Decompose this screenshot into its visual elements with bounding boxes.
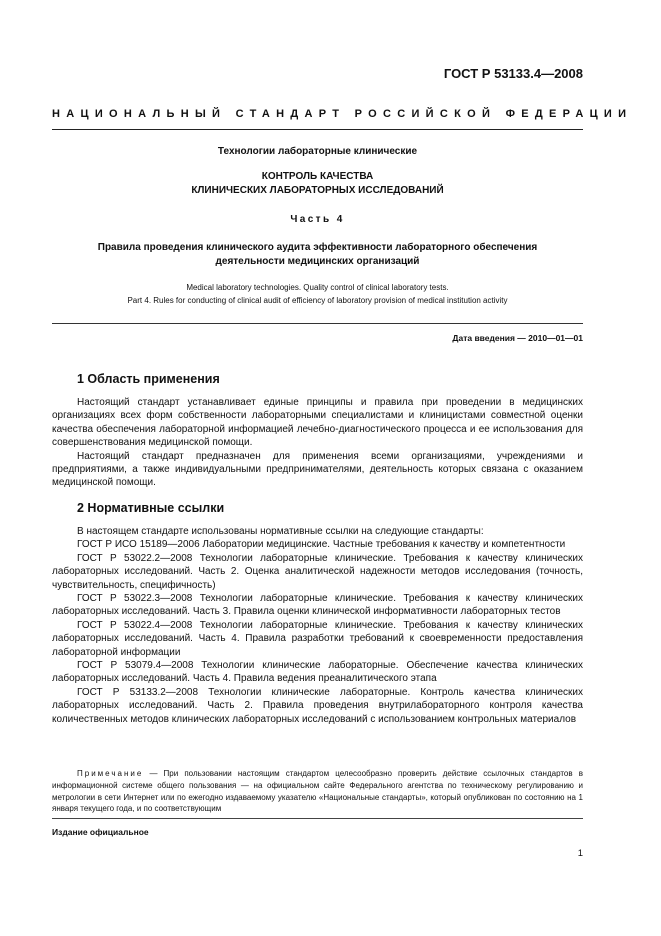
page-number: 1 <box>577 848 583 859</box>
header-divider <box>52 129 583 130</box>
title-main-line2: КЛИНИЧЕСКИХ ЛАБОРАТОРНЫХ ИССЛЕДОВАНИЙ <box>191 185 444 196</box>
reference-item: ГОСТ Р 53022.2—2008 Технологии лабораторные клинические. Требования к качеству клинических лабораторных исследований. Часть 2. Оценка аналитической надежности методов исследования (точность, чувствительность, специфичность) <box>52 552 583 591</box>
section-1-paragraph-1: Настоящий стандарт устанавливает единые принципы и правила при проведении в медицинских организациях всех форм собственности лабораторными специалистами и клиницистами совместной оценки качества обеспечения лабораторной информацией лечебно-диагностического процесса и ее использования для совершенствования медицинской помощи. <box>52 397 583 449</box>
title-english-line1: Medical laboratory technologies. Quality control of clinical laboratory tests. <box>186 283 449 292</box>
introduction-date: Дата введения — 2010—01—01 <box>452 333 583 343</box>
reference-item: ГОСТ Р 53133.2—2008 Технологии клинические лабораторные. Контроль качества клинических лабораторных исследований. Часть 2. Правила проведения внутрилабораторного контроля качества количественных методов клинических лабораторных исследований с использованием контрольных материалов <box>52 686 583 725</box>
reference-item: ГОСТ Р ИСО 15189—2006 Лаборатории медицинские. Частные требования к качеству и компетентности <box>77 539 566 551</box>
reference-item: ГОСТ Р 53022.3—2008 Технологии лабораторные клинические. Требования к качеству клинических лабораторных исследований. Часть 3. Правила оценки клинической информативности лабораторных тестов <box>52 593 583 618</box>
title-main-line1: КОНТРОЛЬ КАЧЕСТВА <box>261 171 374 182</box>
note-text: — При пользовании настоящим стандартом целесообразно проверить действие ссылочных стандартов в информационной системе общего пользования — на официальном сайте Федерального агентства по техническому регулированию и метрологии в сети Интернет или по ежегодно издаваемому указателю «Национальные стандарты», который опубликован по состоянию на 1 января текущего года, и по соответствующим <box>52 769 583 814</box>
section-2-intro: В настоящем стандарте использованы нормативные ссылки на следующие стандарты: <box>77 526 484 537</box>
title-part: Часть 4 <box>290 214 345 225</box>
title-series: Технологии лабораторные клинические <box>217 146 418 157</box>
reference-item: ГОСТ Р 53079.4—2008 Технологии клинические лабораторные. Обеспечение качества клинических лабораторных исследований. Часть 4. Правила ведения преаналитического этапа <box>52 660 583 685</box>
section-1-heading: 1 Область применения <box>77 372 220 386</box>
note-label: Примечание <box>77 769 144 778</box>
title-english-line2: Part 4. Rules for conducting of clinical audit of efficiency of laboratory provision of medical institution activity <box>127 296 508 305</box>
title-subtitle-line1: Правила проведения клинического аудита эффективности лабораторного обеспечения <box>97 242 538 253</box>
section-1-body <box>52 396 583 490</box>
section-2-heading: 2 Нормативные ссылки <box>77 501 225 515</box>
document-id: ГОСТ Р 53133.4—2008 <box>443 66 583 81</box>
edition-label: Издание официальное <box>52 827 149 837</box>
section-1-paragraph-2: Настоящий стандарт предназначен для применения всеми организациями, учреждениями и предприятиями, а также индивидуальными предпринимателями, деятельность которых связана с оказанием медицинской помощи. <box>52 450 583 489</box>
title-divider <box>52 323 583 324</box>
section-2-body <box>52 525 583 726</box>
note <box>52 768 583 815</box>
title-subtitle-line2: деятельности медицинских организаций <box>215 256 420 267</box>
footer-divider <box>52 818 583 819</box>
reference-item: ГОСТ Р 53022.4—2008 Технологии лабораторные клинические. Требования к качеству клинических лабораторных исследований. Часть 4. Правила разработки требований к своевременности предоставления лабораторной информации <box>52 619 583 658</box>
national-standard-banner: НАЦИОНАЛЬНЫЙ СТАНДАРТ РОССИЙСКОЙ ФЕДЕРАЦИИ <box>52 108 633 120</box>
